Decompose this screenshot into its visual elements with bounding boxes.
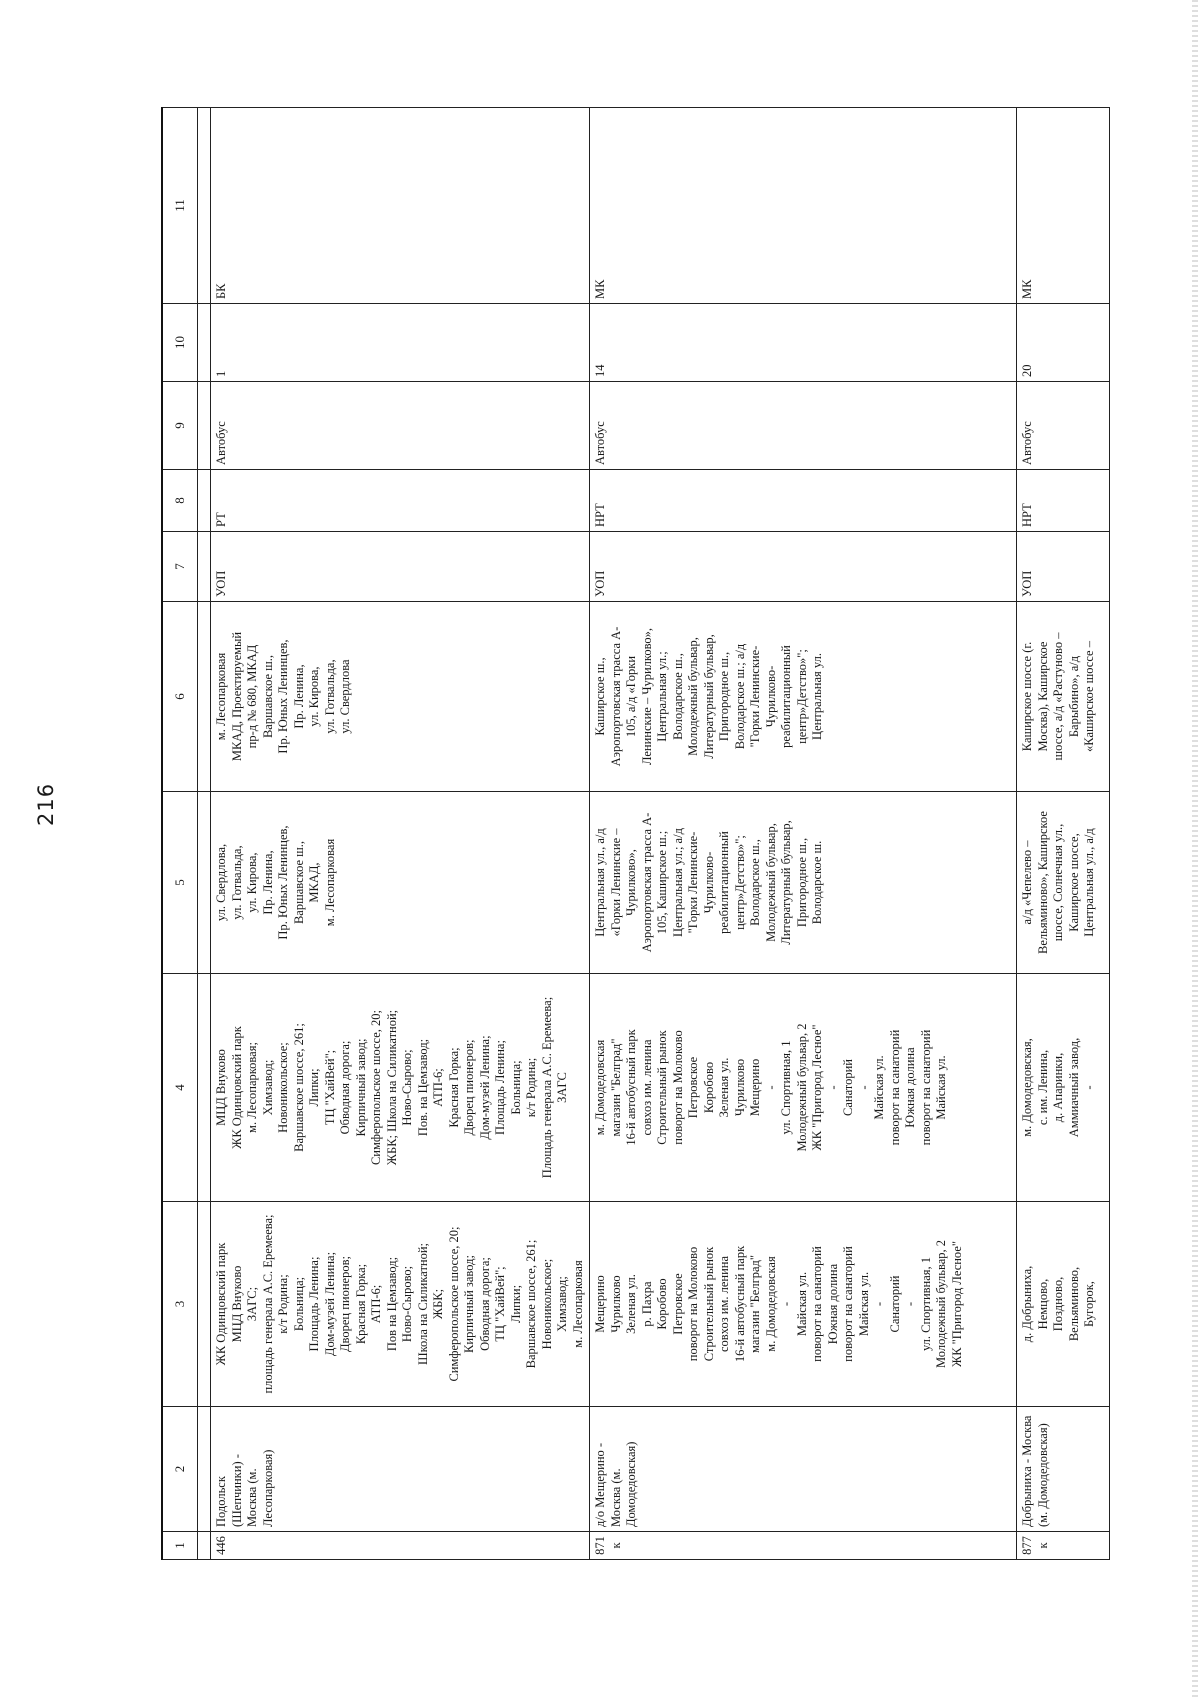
forward-stops: [211, 1202, 590, 1407]
route-number: 877к: [1017, 1532, 1110, 1560]
cell-line: Барыбино», а/д: [1066, 655, 1081, 738]
cell-line: ул. Кирова,: [245, 852, 259, 913]
forward-stops: [1017, 1202, 1110, 1407]
cell-line: ул. Свердлова,: [214, 843, 228, 922]
cell-line: Центральная ул.; а/д: [670, 828, 685, 937]
cell-line: Пр. Ленина,: [260, 850, 275, 915]
route-number: 446: [211, 1532, 590, 1560]
cell-line: центр»Детство»";: [732, 835, 747, 930]
cell-line: Дворец пионеров;: [462, 1039, 476, 1136]
cell-line: -: [903, 1301, 917, 1307]
cell-line: Ново-Сырово;: [400, 1265, 414, 1343]
cell-line: ул. Свердлова: [338, 659, 352, 734]
column-header: 6: [162, 602, 198, 792]
cell-line: Коробово: [655, 1278, 669, 1330]
cell-line: Дворец пионеров;: [338, 1256, 352, 1352]
cell-line: Майская ул.: [872, 1055, 886, 1120]
cell-line: Центральная ул., а/д: [593, 828, 607, 937]
cell-line: Майская ул.: [856, 1271, 871, 1337]
cell-line: Химзавод;: [260, 1059, 275, 1116]
cell-line: м. Лесопарковая: [322, 838, 337, 927]
cell-line: "Горки Ленинские-: [686, 831, 700, 934]
cell-line: ул. Кирова,: [307, 666, 321, 727]
vehicle-count: 14: [590, 304, 1017, 382]
cell-line: Мещерино: [593, 1275, 607, 1333]
cell-line: ТЦ "ХайВей";: [493, 1266, 507, 1342]
cell-line: Володарское ш.,: [670, 653, 685, 740]
cell-line: Пригородное ш.,: [794, 837, 809, 928]
cell-line: Школа на Силикатной;: [415, 1242, 430, 1366]
forward-streets: [211, 792, 590, 974]
cell-line: Аэропортовская трасса А-: [608, 626, 623, 767]
cell-line: 16-й автобусный парк: [624, 1029, 638, 1146]
column-header: 3: [162, 1202, 198, 1407]
return-streets: [1017, 602, 1110, 792]
scan-edge: [1192, 0, 1198, 1697]
cell-line: Строительный рынок: [701, 1246, 716, 1362]
cell-line: Центральная ул., а/д: [1082, 828, 1096, 937]
column-header: 7: [162, 532, 198, 602]
cell-line: Коробово: [701, 1061, 716, 1114]
cell-line: Литературный бульвар,: [779, 820, 793, 945]
cell-line: ЗАГС;: [245, 1286, 259, 1322]
column-header: 10: [162, 304, 198, 382]
cell-line: Больница;: [508, 1060, 523, 1115]
cell-line: д. Добрыниха,: [1020, 1265, 1034, 1343]
vehicle-class: МК: [590, 108, 1017, 304]
cell-line: "Горки Ленинские-: [748, 645, 762, 748]
cell-line: Чурилково-: [701, 851, 716, 914]
cell-line: -: [825, 1085, 840, 1090]
cell-line: Зеленая ул.: [624, 1274, 638, 1334]
cell-line: Вельяминово,: [1066, 1266, 1081, 1342]
cell-line: Кирпичный завод;: [462, 1255, 476, 1353]
route-name: д/о Мещерино - Москва (м. Домодедовская): [590, 1407, 1017, 1532]
column-header: 1: [162, 1532, 198, 1560]
cell-line: -: [872, 1301, 886, 1307]
return-streets: [211, 602, 590, 792]
vehicle-count: 1: [211, 304, 590, 382]
column-header: 11: [162, 108, 198, 304]
cell-line: Чурилково: [608, 1275, 623, 1333]
cell-line: центр»Детство»";: [794, 649, 809, 744]
cell-line: -: [779, 1301, 793, 1307]
vehicle-type: Автобус: [590, 382, 1017, 470]
cell-line: площадь генерала А.С. Еремеева;: [260, 1214, 275, 1394]
cell-line: д. Апаринки,: [1051, 1052, 1065, 1123]
column-header: 2: [162, 1407, 198, 1532]
cell-line: поворот на санаторий: [810, 1246, 824, 1362]
cell-line: Володарское ш.; а/д: [732, 643, 747, 750]
cell-line: р. Пахра: [639, 1281, 654, 1327]
cell-line: Дом-музей Ленина;: [477, 1035, 492, 1140]
route-number: 871к: [590, 1532, 1017, 1560]
cell-line: Вельяминово», Каширское: [1035, 811, 1050, 954]
tariff: РТ: [211, 470, 590, 532]
cell-line: Каширское ш.,: [593, 657, 607, 736]
cell-line: -: [856, 1085, 871, 1090]
cell-line: м. Домодедовская: [763, 1256, 778, 1352]
return-stops: [590, 974, 1017, 1202]
cell-line: ЖБК;: [431, 1288, 445, 1320]
cell-line: к/т Родина;: [524, 1057, 538, 1118]
route-table: [161, 107, 1110, 1560]
cell-line: реабилитационный: [717, 831, 731, 934]
cell-line: Молодежный бульвар, 2: [934, 1239, 948, 1369]
cell-line: -: [1082, 1085, 1096, 1090]
cell-line: Бугорок,: [1082, 1281, 1096, 1327]
column-header: 5: [162, 792, 198, 974]
cell-line: поворот на Молоково: [670, 1030, 685, 1145]
route-name: Подольск (Шепчинки) - Москва (м. Лесопарковая): [211, 1407, 590, 1532]
cell-line: Южная долина: [903, 1047, 917, 1128]
cell-line: ЖК "Пригород Лесное": [810, 1024, 824, 1151]
cell-line: Каширское шоссе,: [1066, 833, 1081, 932]
cell-line: ТЦ "ХайВей";: [322, 1049, 337, 1126]
cell-line: ул. Спортивная, 1: [918, 1256, 933, 1352]
cell-line: Немцово,: [1035, 1278, 1050, 1330]
cell-line: ЖК Одинцовский парк: [229, 1026, 244, 1149]
cell-line: Литературный бульвар,: [701, 634, 716, 759]
cell-line: Липки;: [508, 1284, 523, 1324]
cell-line: а/д «Чепелево –: [1020, 840, 1034, 925]
vehicle-class: МК: [1017, 108, 1110, 304]
cell-line: Володарское ш.,: [748, 839, 762, 926]
cell-line: Санаторий: [887, 1275, 902, 1333]
cell-line: Молодежный бульвар,: [686, 637, 700, 756]
rotated-table-wrapper: [161, 108, 1101, 1560]
cell-line: Ново-Сырово;: [400, 1049, 414, 1126]
spacer-row: [198, 108, 211, 1560]
cell-line: Варшавское шоссе, 261;: [524, 1239, 538, 1369]
cell-line: Площадь Ленина;: [307, 1256, 321, 1352]
cell-line: Площадь Ленина;: [493, 1040, 507, 1135]
cell-line: Обводная дорога;: [477, 1257, 492, 1351]
cell-line: Центральная ул.: [810, 653, 824, 740]
cell-line: Химзавод;: [555, 1276, 569, 1332]
cell-line: Красная Горка;: [353, 1263, 368, 1345]
cell-line: Обводная дорога;: [338, 1040, 352, 1135]
cell-line: Пов на Цемзавод;: [384, 1256, 399, 1352]
cell-line: Майская ул.: [934, 1055, 948, 1120]
cell-line: с. им. Ленина,: [1035, 1049, 1050, 1126]
cell-line: Молодежный бульвар,: [763, 823, 778, 942]
cell-line: поворот на санаторий: [918, 1029, 933, 1146]
cell-line: «Горки Ленинские –: [608, 828, 623, 937]
tariff: НРТ: [1017, 470, 1110, 532]
cell-line: поворот на санаторий: [887, 1029, 902, 1146]
vehicle-type: Автобус: [1017, 382, 1110, 470]
cell-line: Чурилково»,: [624, 849, 638, 916]
cell-line: 105, а/д «Горки: [624, 655, 638, 738]
cell-line: ЖБК; Школа на Силикатной;: [384, 1009, 399, 1166]
cell-line: Варшавское ш.,: [260, 654, 275, 739]
cell-line: Липки;: [307, 1068, 321, 1107]
cell-line: Пригородное ш.,: [717, 651, 731, 742]
cell-line: м. Лесопарковая;: [245, 1042, 259, 1133]
cell-line: Поздново,: [1051, 1276, 1065, 1332]
cell-line: м. Лесопарковая: [214, 652, 228, 741]
cell-line: Пр. Юных Ленинцев,: [276, 639, 290, 754]
cell-line: Кирпичный завод;: [353, 1038, 368, 1137]
cell-line: поворот на Молоково: [686, 1246, 700, 1362]
column-header: 8: [162, 470, 198, 532]
table-row: [211, 108, 590, 1560]
cell-line: магазин "Белград": [608, 1038, 623, 1137]
stops-order: УОП: [211, 532, 590, 602]
cell-line: реабилитационный: [779, 645, 793, 748]
cell-line: Южная долина: [825, 1263, 840, 1345]
cell-line: совхоз им. ленина: [639, 1039, 654, 1136]
cell-line: совхоз им. ленина: [717, 1255, 731, 1353]
cell-line: 105, Каширское ш.;: [655, 830, 669, 935]
cell-line: Зеленая ул.: [717, 1057, 731, 1118]
cell-line: Пов. на Цемзавод;: [415, 1038, 430, 1137]
cell-line: Каширское шоссе (г.: [1020, 641, 1034, 752]
cell-line: ЖК Одинцовский парк: [214, 1242, 228, 1366]
cell-line: Ленинские – Чурилково»,: [639, 627, 654, 766]
table-row: [1017, 108, 1110, 1560]
cell-line: Новоникольское;: [276, 1042, 290, 1133]
return-stops: [211, 974, 590, 1202]
route-name: Добрыниха - Москва (м. Домодедовская): [1017, 1407, 1110, 1532]
forward-stops: [590, 1202, 1017, 1407]
cell-line: ул. Готвальда,: [229, 845, 244, 920]
cell-line: м. Домодедовская,: [1020, 1038, 1034, 1137]
stops-order: УОП: [590, 532, 1017, 602]
vehicle-count: 20: [1017, 304, 1110, 382]
forward-streets: [590, 792, 1017, 974]
return-streets: [590, 602, 1017, 792]
cell-line: Чурилково: [732, 1058, 747, 1117]
page-number: 216: [34, 782, 58, 826]
cell-line: АТП-6;: [431, 1068, 445, 1107]
cell-line: Аммиачный завод,: [1066, 1037, 1081, 1138]
cell-line: м. Лесопарковая: [570, 1260, 585, 1348]
cell-line: АТП-6;: [369, 1284, 383, 1324]
cell-line: Москва), Каширское: [1035, 641, 1050, 752]
cell-line: -: [763, 1085, 778, 1090]
cell-line: Варшавское шоссе, 261;: [291, 1023, 306, 1152]
cell-line: Варшавское ш.,: [291, 840, 306, 925]
cell-line: Симферопольское шоссе, 20;: [369, 1009, 383, 1166]
tariff: НРТ: [590, 470, 1017, 532]
cell-line: Строительный рынок: [655, 1030, 669, 1145]
cell-line: «Каширское шоссе –: [1082, 641, 1096, 752]
cell-line: шоссе, а/д «Растуново –: [1051, 632, 1065, 761]
header-row: [162, 108, 198, 1560]
cell-line: Пр. Юных Ленинцев,: [276, 825, 290, 940]
cell-line: Пр. Ленина,: [291, 664, 306, 729]
cell-line: Петровское: [670, 1273, 685, 1335]
cell-line: Молодежный бульвар, 2: [794, 1023, 809, 1152]
vehicle-class: БК: [211, 108, 590, 304]
cell-line: Петровское: [686, 1056, 700, 1119]
cell-line: Мещерино: [748, 1058, 762, 1117]
cell-line: м. Домодедовская: [593, 1039, 607, 1136]
cell-line: МКАД,: [307, 862, 321, 903]
cell-line: Дом-музей Ленина;: [322, 1251, 337, 1357]
cell-line: МКАД, Проектируемый: [229, 631, 244, 762]
return-stops: [1017, 974, 1110, 1202]
cell-line: ЗАГС: [555, 1072, 569, 1103]
stops-order: УОП: [1017, 532, 1110, 602]
cell-line: Симферопольское шоссе, 20;: [446, 1226, 461, 1382]
cell-line: Центральная ул.;: [655, 651, 669, 742]
cell-line: магазин "Белград": [748, 1255, 762, 1353]
cell-line: Санаторий: [841, 1059, 855, 1116]
cell-line: Майская ул.: [794, 1271, 809, 1337]
cell-line: к/т Родина;: [276, 1274, 290, 1334]
cell-line: пр-д № 680, МКАД: [245, 644, 259, 749]
cell-line: ЖК "Пригород Лесное": [949, 1241, 964, 1367]
table-row: [590, 108, 1017, 1560]
forward-streets: [1017, 792, 1110, 974]
cell-line: шоссе, Солнечная ул.,: [1051, 823, 1065, 942]
cell-line: МЦД Внуково: [229, 1265, 244, 1343]
cell-line: МЦД Внуково: [214, 1049, 228, 1126]
cell-line: ул. Спортивная, 1: [779, 1040, 793, 1135]
vehicle-type: Автобус: [211, 382, 590, 470]
cell-line: Новоникольское;: [539, 1258, 554, 1350]
cell-line: Площадь генерала А.С. Еремеева;: [539, 996, 554, 1179]
cell-line: Чурилково-: [763, 665, 778, 728]
cell-line: 16-й автобусный парк: [732, 1245, 747, 1363]
column-header: 9: [162, 382, 198, 470]
cell-line: ул. Готвальда,: [322, 659, 337, 734]
cell-line: Володарское ш.: [810, 840, 824, 925]
column-header: 4: [162, 974, 198, 1202]
cell-line: Аэропортовская трасса А-: [639, 812, 654, 953]
cell-line: Больница;: [291, 1276, 306, 1332]
cell-line: Красная Горка;: [446, 1047, 461, 1128]
cell-line: поворот на санаторий: [841, 1246, 855, 1362]
